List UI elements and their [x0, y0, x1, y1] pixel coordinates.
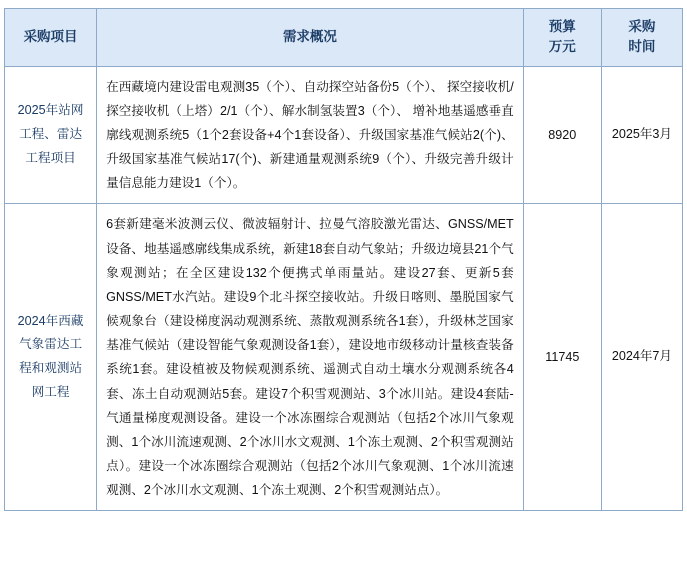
table-header — [5, 9, 683, 67]
column-header-time — [601, 9, 682, 67]
column-header-budget-line2: 万元 — [548, 39, 576, 55]
table-row — [5, 204, 683, 511]
column-header-time-line1: 采购 — [628, 19, 656, 34]
procurement-table — [4, 8, 683, 511]
column-header-time-line2: 时间 — [628, 39, 656, 55]
cell-project: 2024年西藏气象雷达工程和观测站网工程 — [5, 204, 97, 511]
cell-budget: 8920 — [523, 66, 601, 204]
cell-budget: 11745 — [523, 204, 601, 511]
table-row — [5, 66, 683, 204]
column-header-project: 采购项目 — [5, 9, 97, 67]
cell-project: 2025年站网工程、雷达工程项目 — [5, 66, 97, 204]
table-body — [5, 66, 683, 511]
column-header-budget — [523, 9, 601, 67]
cell-time: 2025年3月 — [601, 66, 682, 204]
column-header-budget-line1: 预算 — [548, 19, 576, 34]
cell-demand: 6套新建毫米波测云仪、微波辐射计、拉曼气溶胶激光雷达、GNSS/MET设备、地基遥感廓线集成系统，新建18套自动气象站；升级边境县21个气象观测站；在全区建设132个便携式单雨量站。建设27套、更新5套GNSS/MET水汽站。建设9个北斗探空接收站。升级日喀则、墨脱国家气候观象台（建设梯度涡动观测系统、蒸散观测系统各1套），升级林芝国家基准气候站（建设智能气象观测设备1套），建设地市级移动计量核查装备系统1套。建设植被及物候观测系统、遥测式自动土壤水分观测系统各4套、冻土自动观测站5套。建设7个积雪观测站、3个冰川站。建设4套陆-气通量梯度观测设备。建设一个冰冻圈综合观测站（包括2个冰川气象观测、1个冰川流速观测、2个冰川水文观测、1个冻土观测、2个积雪观测站点）。建设一个冰冻圈综合观测站（包括2个冰川气象观测、1个冰川流速观测、2个冰川水文观测、1个冻土观测、2个积雪观测站点）。 — [97, 204, 524, 511]
column-header-demand: 需求概况 — [97, 9, 524, 67]
cell-time: 2024年7月 — [601, 204, 682, 511]
cell-demand: 在西藏境内建设雷电观测35（个）、自动探空站备份5（个）、 探空接收机/探空接收机（上塔）2/1（个）、解水制氢装置3（个）、 增补地基遥感垂直廓线观测系统5（1个2套设备+4个1套设备）、升级国家基准气候站2(个)、升级国家基准气候站17(个)、新建通量观测系统9（个）、升级完善升级计量信息能力建设1（个）。 — [97, 66, 524, 204]
table-header-row — [5, 9, 683, 67]
